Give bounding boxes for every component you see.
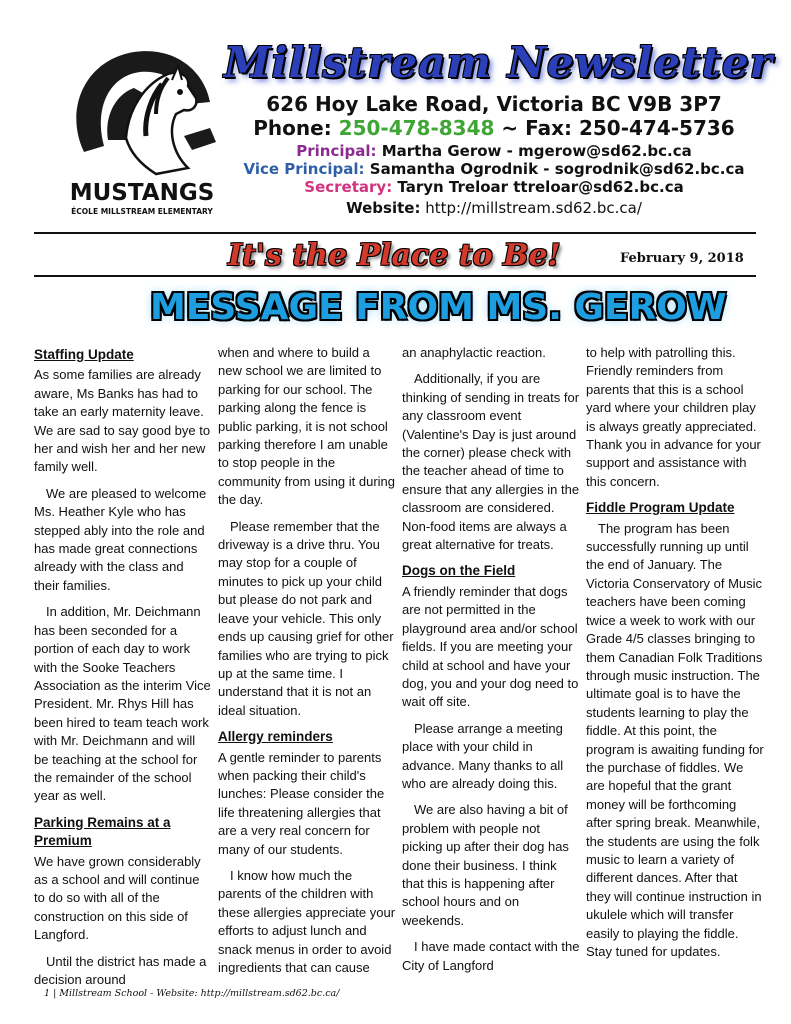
paragraph: Until the district has made a decision around — [34, 953, 207, 987]
mustang-horse-icon — [64, 40, 220, 230]
paragraph: an anaphylactic reaction. — [402, 345, 546, 360]
heading-fiddle-program: Fiddle Program Update — [586, 500, 735, 516]
paragraph: Please arrange a meeting place with your child in advance. Many thanks to all who are already doing this. — [402, 720, 564, 791]
header-divider-bottom — [34, 275, 756, 277]
paragraph: As some families are already aware, Ms Banks has had to take an early maternity leave. We are sad to say good bye to her and wish her and her new family well. — [34, 367, 211, 475]
svg-text:MUSTANGS: MUSTANGS — [69, 180, 215, 206]
heading-parking: Parking Remains at a Premium — [34, 814, 171, 849]
website-link[interactable]: http://millstream.sd62.bc.ca/ — [425, 199, 642, 217]
article-column-1 — [34, 344, 212, 987]
principal-line — [224, 142, 764, 160]
newsletter-title: Millstream Newsletter — [224, 38, 773, 87]
phone-fax-line — [224, 116, 764, 140]
paragraph: Additionally, if you are thinking of sending in treats for any classroom event (Valentine's Day is just around the corner) please check with the teacher ahead of time to ensure that any allergies in the classroom are considered. Non-food items are always a great alternative for treats. — [402, 371, 580, 553]
header-divider-top — [34, 232, 756, 234]
phone-label: Phone: — [253, 116, 332, 140]
page-footer: 1 | Millstream School - Website: http://millstream.sd62.bc.ca/ — [44, 988, 340, 999]
paragraph: The program has been successfully running up until the end of January. The Victoria Conservatory of Music teachers have been coming twice a week to work with our Grade 4/5 classes bringing to them Canadian Folk Traditions through music instruction. The ultimate goal is to have the students learning to play the fiddle. At this point, the program is awaiting funding for the purchase of fiddles. We are hopeful that the grant money will be forthcoming after spring break. Meanwhile, the students are using the folk music to learn a variety of different dances. After that they will continue instruction in ukulele which will transfer easily to playing the fiddle. Stay tuned for updates. — [586, 520, 764, 959]
heading-allergy-reminders: Allergy reminders — [218, 729, 333, 745]
secretary-contact: Taryn Treloar ttreloar@sd62.bc.ca — [397, 178, 684, 196]
paragraph: A gentle reminder to parents when packing their child's lunches: Please consider the life threatening allergies that are a very real concern for many of our students. — [218, 749, 385, 857]
tagline: It's the Place to Be! — [228, 238, 561, 273]
paragraph: A friendly reminder that dogs are not permitted in the playground area and/or school fields. If you are meeting your child at school and have your dog, you and your dog need to wait off site. — [402, 583, 579, 710]
fax-text: ~ Fax: 250-474-5736 — [501, 116, 735, 140]
vice-principal-role: Vice Principal: — [243, 160, 365, 178]
message-title: MESSAGE FROM MS. GEROW — [150, 287, 727, 328]
paragraph: In addition, Mr. Deichmann has been seconded for a portion of each day to work with the Sooke Teachers Association as the interim Vice President. Mr. Rhys Hill has been hired to team teach work with Mr. Deichmann and will be teaching at the school for the remainder of the school year as well. — [34, 604, 211, 804]
school-logo — [64, 40, 220, 230]
heading-staffing-update: Staffing Update — [34, 347, 134, 362]
school-address: 626 Hoy Lake Road, Victoria BC V9B 3P7 — [266, 92, 722, 116]
paragraph: We have grown considerably as a school and will continue to do so with all of the construction on this side of Langford. — [34, 853, 201, 943]
paragraph: We are pleased to welcome Ms. Heather Kyle who has stepped ably into the role and has made great connections already with the class and their families. — [34, 485, 207, 593]
secretary-role: Secretary: — [304, 178, 393, 196]
vice-principal-line — [224, 160, 764, 178]
website-label: Website: — [346, 199, 421, 217]
article-column-2 — [218, 344, 396, 976]
paragraph: when and where to build a new school we are limited to parking for our school. The parking along the fence is public parking, it is not school parking therefore I am unable to stop people in the community from using it during the day. — [218, 345, 396, 508]
vice-principal-contact: Samantha Ogrodnik - sogrodnik@sd62.bc.ca — [369, 160, 745, 178]
secretary-line — [224, 178, 764, 196]
article-column-4 — [586, 344, 764, 976]
phone-number: 250-478-8348 — [338, 116, 495, 140]
heading-dogs-on-field: Dogs on the Field — [402, 563, 516, 579]
paragraph: Please remember that the driveway is a drive thru. You may stop for a couple of minutes to pick up your child but please do not park and leave your vehicle. This only ends up causing grief for other families who are trying to pick up at the same time. I understand that it is not an ideal situation. — [218, 518, 394, 718]
principal-role: Principal: — [296, 142, 377, 160]
paragraph: to help with patrolling this. Friendly reminders from parents that this is a school yard where your children play is always greatly appreciated. Thank you in advance for your support and assistance with this concern. — [586, 345, 761, 489]
paragraph: I have made contact with the City of Langford — [402, 939, 580, 973]
principal-contact: Martha Gerow - mgerow@sd62.bc.ca — [381, 142, 692, 160]
article-column-3 — [402, 344, 580, 976]
issue-date: February 9, 2018 — [620, 251, 744, 266]
website-line — [224, 199, 764, 217]
paragraph: We are also having a bit of problem with people not picking up after their dog has done their business. I think that this is happening after school hours and on weekends. — [402, 802, 569, 928]
paragraph: I know how much the parents of the children with these allergies appreciate your efforts to adjust lunch and snack menus in order to avoid ingredients that can cause — [218, 867, 396, 975]
svg-text:ÉCOLE MILLSTREAM ELEMENTARY: ÉCOLE MILLSTREAM ELEMENTARY — [71, 207, 213, 216]
